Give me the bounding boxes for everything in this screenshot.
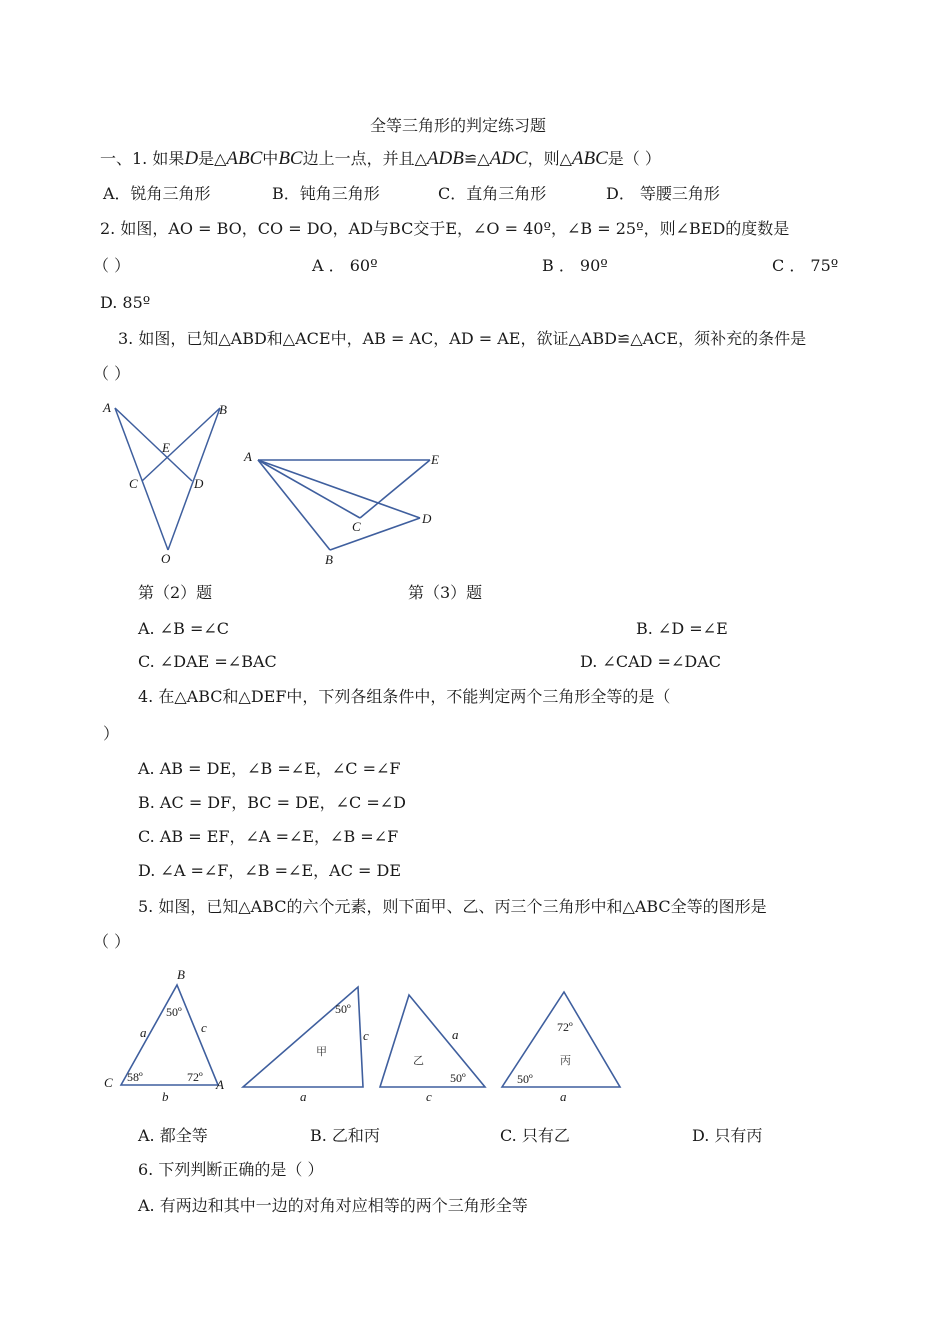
q1-var-BC: BC: [278, 148, 303, 169]
q1-end: 是（ ）: [607, 149, 661, 168]
fig2-label-o: O: [161, 551, 171, 566]
bing-label: 丙: [560, 1054, 571, 1067]
fig3-line-b-d: [330, 518, 420, 550]
q3-option-c: C. ∠DAE =∠BAC: [138, 652, 277, 671]
q1-var-ABC: ABC: [226, 148, 263, 169]
abc-label-b: B: [177, 967, 185, 982]
q2-option-c: C ． 75º: [772, 256, 839, 275]
q6-option-a: A. 有两边和其中一边的对角对应相等的两个三角形全等: [138, 1196, 528, 1215]
jia-angle: 50º: [335, 1002, 351, 1016]
fig3-line-a-c: [258, 460, 360, 518]
fig2-line-a-o: [115, 408, 168, 550]
abc-side-c: c: [201, 1020, 207, 1035]
q2-option-d: D. 85º: [100, 293, 151, 312]
figure-q5-diagram: [100, 965, 630, 1105]
abc-angle-a: 72º: [187, 1070, 203, 1084]
q2-answer-paren: （ ）: [93, 256, 131, 275]
fig3-label-c: C: [352, 519, 361, 534]
abc-angle-c: 58º: [127, 1070, 143, 1084]
q1-var-ADB: ADB: [426, 148, 464, 169]
fig2-label-a: A: [103, 400, 111, 415]
question-3-text: 3. 如图，已知△ABD和△ACE中，AB = AC，AD = AE，欲证△ABD≌△ACE，须补充的条件是: [118, 329, 807, 348]
abc-label-a: A: [216, 1077, 224, 1092]
jia-label: 甲: [316, 1045, 327, 1058]
q3-option-a: A. ∠B =∠C: [138, 619, 230, 638]
q1-prefix: 一、1. 如果: [100, 149, 185, 168]
abc-label-c: C: [104, 1075, 113, 1090]
fig2-label-e: E: [162, 440, 170, 455]
abc-angle-b: 50º: [166, 1005, 182, 1019]
q4-option-c: C. AB = EF，∠A =∠E，∠B =∠F: [138, 827, 399, 846]
abc-side-a: a: [140, 1025, 147, 1040]
abc-side-b: b: [162, 1089, 169, 1104]
fig3-label-b: B: [325, 552, 333, 567]
bing-angle-bottom: 50º: [517, 1072, 533, 1086]
q3-option-d: D. ∠CAD =∠DAC: [580, 652, 721, 671]
figure-q2-diagram: [95, 395, 245, 575]
q5-answer-paren: （ ）: [93, 932, 131, 951]
page-title: 全等三角形的判定练习题: [370, 116, 547, 135]
bing-angle-top: 72º: [557, 1020, 573, 1034]
q1-mid5: ，则△: [527, 149, 572, 168]
q1-mid3: 边上一点，并且△: [302, 149, 427, 168]
q1-option-a: A．锐角三角形: [103, 184, 211, 203]
q1-var-ABC-2: ABC: [571, 148, 608, 169]
fig2-label-c: C: [129, 476, 138, 491]
yi-side-a: a: [452, 1027, 459, 1042]
q1-option-b: B．钝角三角形: [272, 184, 380, 203]
q5-option-a: A. 都全等: [138, 1126, 208, 1145]
question-1-text: [100, 148, 661, 170]
question-6-text: 6. 下列判断正确的是（ ）: [138, 1160, 324, 1179]
q1-var-ADC: ADC: [489, 148, 528, 169]
q1-var-D: D: [184, 148, 199, 169]
fig3-label-e: E: [431, 452, 439, 467]
q4-option-d: D. ∠A =∠F，∠B =∠E，AC = DE: [138, 861, 402, 880]
q1-option-c: C．直角三角形: [438, 184, 547, 203]
q1-mid1: 是△: [198, 149, 227, 168]
fig2-label-d: D: [194, 476, 204, 491]
q2-option-b: B ． 90º: [542, 256, 608, 275]
question-5-text: 5. 如图，已知△ABC的六个元素，则下面甲、乙、丙三个三角形中和△ABC全等的图形是: [138, 897, 767, 916]
jia-side-c: c: [363, 1028, 369, 1043]
q1-mid2: 中: [262, 149, 279, 168]
jia-side-a: a: [300, 1089, 307, 1104]
q3-answer-paren: （ ）: [93, 364, 131, 383]
yi-side-c: c: [426, 1089, 432, 1104]
fig3-label-d: D: [422, 511, 432, 526]
q1-option-d: D． 等腰三角形: [606, 184, 720, 203]
figure-caption-q2: 第（2）题: [138, 583, 213, 602]
fig2-label-b: B: [219, 402, 227, 417]
yi-label: 乙: [413, 1054, 424, 1067]
question-4-text: 4. 在△ABC和△DEF中，下列各组条件中，不能判定两个三角形全等的是（: [138, 687, 671, 706]
q4-option-a: A. AB = DE，∠B =∠E，∠C =∠F: [138, 759, 401, 778]
q2-option-a: A ． 60º: [312, 256, 378, 275]
q4-text-continued: ）: [103, 724, 120, 743]
q5-option-d: D. 只有丙: [692, 1126, 763, 1145]
triangle-yi: [380, 995, 485, 1087]
yi-angle: 50º: [450, 1071, 466, 1085]
question-2-text: 2. 如图，AO = BO，CO = DO，AD与BC交于E，∠O = 40º，∠B = 25º，则∠BED的度数是: [100, 219, 790, 238]
q5-option-c: C. 只有乙: [500, 1126, 570, 1145]
bing-side-a: a: [560, 1089, 567, 1104]
q4-option-b: B. AC = DF，BC = DE，∠C =∠D: [138, 793, 406, 812]
figure-caption-q3: 第（3）题: [408, 583, 483, 602]
q3-option-b: B. ∠D =∠E: [636, 619, 728, 638]
q1-mid4: ≌△: [463, 149, 490, 168]
figure-q3-diagram: [240, 440, 455, 570]
fig3-label-a: A: [244, 449, 252, 464]
q5-option-b: B. 乙和丙: [310, 1126, 380, 1145]
